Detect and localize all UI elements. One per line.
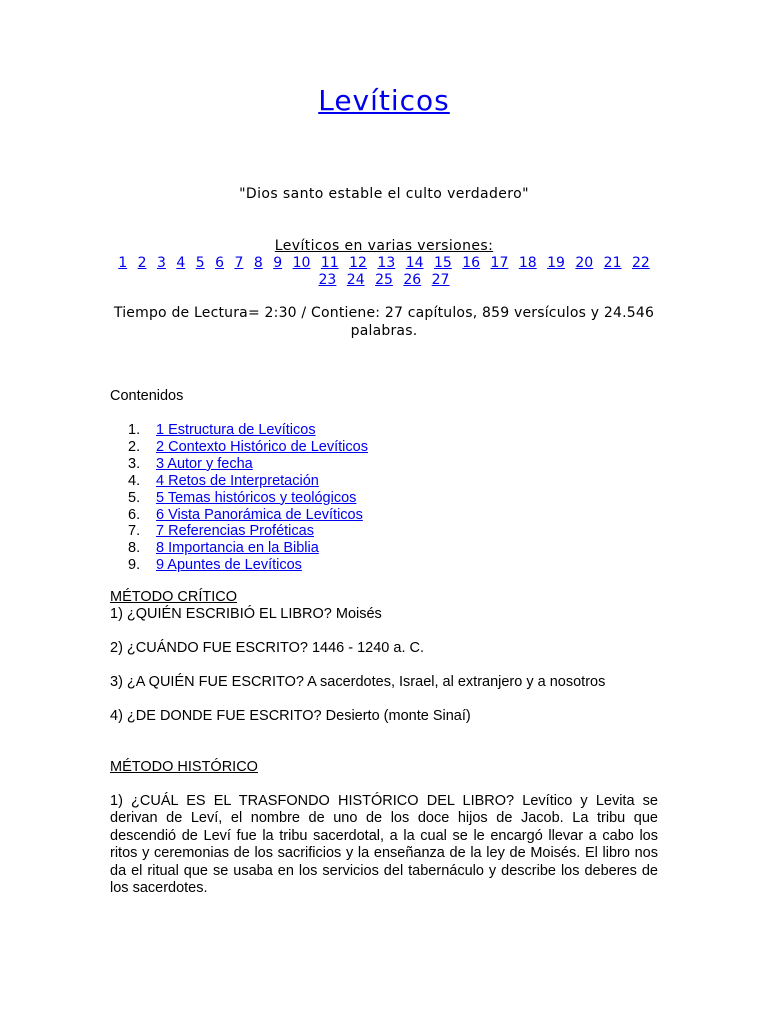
toc-number: 5.: [128, 489, 141, 506]
chapter-link-10[interactable]: 10: [292, 255, 311, 271]
toc-link[interactable]: 3 Autor y fecha: [156, 455, 253, 472]
toc-number: 2.: [128, 438, 141, 455]
chapter-link-15[interactable]: 15: [433, 255, 452, 271]
toc-item: [128, 540, 368, 557]
chapter-link-2[interactable]: 2: [137, 255, 147, 271]
chapter-link-4[interactable]: 4: [176, 255, 186, 271]
contents-label: Contenidos: [110, 388, 184, 404]
toc-item: [128, 507, 368, 524]
toc-item: [128, 422, 368, 439]
critico-question-2: 2) ¿CUÁNDO FUE ESCRITO? 1446 - 1240 a. C.: [110, 640, 425, 656]
toc-number: 7.: [128, 523, 141, 540]
toc-item: [128, 456, 368, 473]
historico-paragraph: 1) ¿CUÁL ES EL TRASFONDO HISTÓRICO DEL LIBRO? Levítico y Levita se derivan de Leví, el nombre de uno de los doce hijos de Jacob. La tribu que descendió de Leví fue la tribu sacerdotal, a la cual se le encargó llevar a cabo los ritos y ceremonias de los sacrificios y la enseñanza de la ley de Moisés. El libro nos da el ritual que se usaba en los servicios del tabernáculo y describe los deberes de los sacerdotes.: [110, 793, 658, 897]
chapter-link-20[interactable]: 20: [575, 255, 594, 271]
toc-number: 9.: [128, 557, 141, 574]
motto: "Dios santo estable el culto verdadero": [239, 186, 529, 202]
toc-link[interactable]: 4 Retos de Interpretación: [156, 472, 319, 489]
chapter-link-14[interactable]: 14: [405, 255, 424, 271]
toc-number: 1.: [128, 422, 141, 438]
metodo-historico-heading: MÉTODO HISTÓRICO: [110, 759, 258, 775]
chapter-link-19[interactable]: 19: [547, 255, 565, 271]
chapter-links: [108, 255, 660, 289]
chapter-link-16[interactable]: 16: [462, 255, 481, 271]
reading-time: Tiempo de Lectura= 2:30 / Contiene: 27 capítulos, 859 versículos y 24.546 palabras.: [113, 305, 655, 339]
toc-link[interactable]: 5 Temas históricos y teológicos: [156, 489, 357, 506]
toc-item: [128, 557, 368, 574]
toc-number: 4.: [128, 472, 141, 489]
chapter-link-25[interactable]: 25: [375, 272, 393, 288]
chapter-link-26[interactable]: 26: [403, 272, 422, 288]
chapter-link-12[interactable]: 12: [349, 255, 367, 271]
toc-link[interactable]: 7 Referencias Proféticas: [156, 523, 314, 540]
toc-item: [128, 523, 368, 540]
chapter-link-23[interactable]: 23: [318, 272, 337, 288]
toc-number: 8.: [128, 540, 141, 557]
versions-label: Levíticos en varias versiones:: [274, 238, 494, 254]
chapter-link-7[interactable]: 7: [234, 255, 244, 271]
chapter-link-17[interactable]: 17: [490, 255, 509, 271]
toc-link[interactable]: 2 Contexto Histórico de Levíticos: [156, 438, 368, 455]
page-title[interactable]: Levíticos: [318, 84, 450, 117]
toc-number: 3.: [128, 455, 141, 472]
toc-item: [128, 490, 368, 507]
chapter-link-11[interactable]: 11: [320, 255, 339, 271]
toc-item: [128, 473, 368, 490]
chapter-link-21[interactable]: 21: [603, 255, 622, 271]
chapter-link-8[interactable]: 8: [253, 255, 263, 271]
chapter-link-1[interactable]: 1: [118, 255, 128, 271]
toc-item: [128, 439, 368, 456]
critico-question-3: 3) ¿A QUIÉN FUE ESCRITO? A sacerdotes, Israel, al extranjero y a nosotros: [110, 674, 606, 690]
chapter-link-22[interactable]: 22: [631, 255, 650, 271]
toc-link[interactable]: 9 Apuntes de Levíticos: [156, 557, 302, 574]
toc-link[interactable]: 8 Importancia en la Biblia: [156, 540, 319, 557]
chapter-link-3[interactable]: 3: [156, 255, 166, 271]
chapter-link-24[interactable]: 24: [346, 272, 365, 288]
critico-question-1: 1) ¿QUIÉN ESCRIBIÓ EL LIBRO? Moisés: [110, 606, 382, 622]
toc-link[interactable]: 6 Vista Panorámica de Levíticos: [156, 506, 363, 523]
chapter-link-13[interactable]: 13: [377, 255, 396, 271]
toc-number: 6.: [128, 506, 141, 523]
chapter-link-18[interactable]: 18: [518, 255, 537, 271]
table-of-contents: [128, 422, 368, 574]
chapter-link-9[interactable]: 9: [273, 255, 283, 271]
chapter-link-27[interactable]: 27: [431, 272, 450, 288]
metodo-critico-heading: MÉTODO CRÍTICO: [110, 589, 238, 605]
chapter-link-6[interactable]: 6: [215, 255, 224, 271]
toc-link[interactable]: 1 Estructura de Levíticos: [156, 422, 316, 438]
critico-question-4: 4) ¿DE DONDE FUE ESCRITO? Desierto (monte Sinaí): [110, 708, 471, 724]
chapter-link-5[interactable]: 5: [195, 255, 205, 271]
